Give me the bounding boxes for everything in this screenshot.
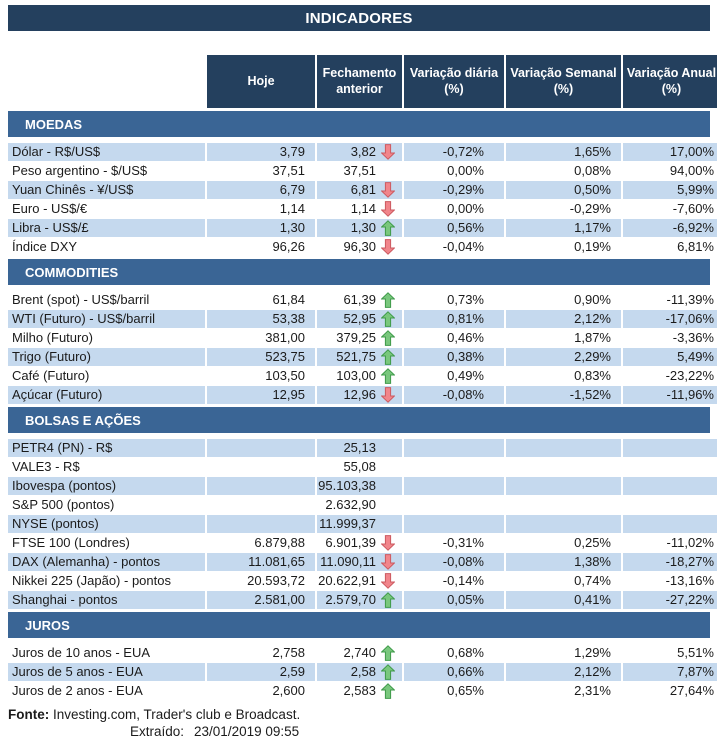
indicator-label: Café (Futuro)	[12, 368, 90, 383]
extraction-label: Extraído:	[130, 724, 185, 739]
variacao-semanal-value	[506, 458, 621, 476]
indicators-report	[0, 5, 717, 740]
trend-arrow-slot	[376, 291, 402, 309]
variacao-anual-value: -6,92%	[623, 219, 717, 237]
up-arrow-icon	[381, 645, 395, 661]
up-arrow-icon	[381, 592, 395, 608]
variacao-semanal-value: 0,25%	[574, 535, 611, 550]
fechamento-value: 11.090,11	[320, 554, 376, 569]
section	[0, 259, 717, 404]
down-arrow-icon	[381, 554, 395, 570]
up-arrow-icon	[381, 664, 395, 680]
hoje-value: 37,51	[272, 163, 305, 178]
fechamento-cell	[317, 219, 402, 237]
fechamento-value: 25,13	[343, 440, 376, 455]
variacao-anual-value: -27,22%	[623, 591, 717, 609]
variacao-semanal-value: 1,38%	[506, 553, 621, 571]
variacao-semanal-value: 2,31%	[574, 683, 611, 698]
variacao-diaria-value: 0,56%	[404, 219, 504, 237]
indicator-label: Brent (spot) - US$/barril	[12, 292, 150, 307]
table-row	[8, 162, 717, 180]
variacao-diaria-value: 0,66%	[404, 663, 504, 681]
variacao-anual-value: 7,87%	[623, 663, 717, 681]
down-arrow-icon	[381, 573, 395, 589]
variacao-diaria-value: 0,46%	[447, 330, 484, 345]
fechamento-value: 52,95	[343, 311, 376, 326]
variacao-anual-value: 5,49%	[623, 348, 717, 366]
fechamento-value: 96,30	[343, 239, 376, 254]
trend-arrow-slot	[376, 219, 402, 237]
trend-arrow-slot	[376, 348, 402, 366]
hoje-value: 11.081,65	[207, 553, 315, 571]
variacao-anual-value: -18,27%	[623, 553, 717, 571]
variacao-diaria-value: 0,49%	[447, 368, 484, 383]
variacao-anual-value: 6,81%	[677, 239, 714, 254]
variacao-anual-value	[623, 496, 717, 514]
section-title: BOLSAS E AÇÕES	[25, 412, 141, 428]
fechamento-cell	[317, 591, 402, 609]
trend-arrow-slot	[376, 553, 402, 571]
column-header-variacao-semanal: Variação Semanal (%)	[506, 55, 621, 108]
fechamento-value: 1,14	[350, 201, 376, 216]
variacao-anual-value: -17,06%	[623, 310, 717, 328]
extraction-timestamp: 23/01/2019 09:55	[194, 724, 300, 739]
down-arrow-icon	[381, 182, 395, 198]
fechamento-cell	[317, 143, 402, 161]
section-title: JUROS	[25, 617, 70, 633]
fechamento-value: 3,82	[350, 144, 376, 159]
fechamento-cell	[317, 534, 402, 552]
trend-arrow-slot	[376, 496, 402, 514]
fechamento-value: 2,583	[343, 683, 376, 698]
indicator-label: S&P 500 (pontos)	[12, 497, 115, 512]
fechamento-cell	[317, 644, 402, 662]
trend-arrow-slot	[376, 162, 402, 180]
indicator-label: VALE3 - R$	[12, 459, 80, 474]
fechamento-value: 521,75	[336, 349, 376, 364]
indicator-label: Juros de 2 anos - EUA	[12, 683, 143, 698]
section-rows	[0, 143, 717, 256]
variacao-diaria-value: 0,81%	[404, 310, 504, 328]
table-row	[8, 572, 717, 590]
down-arrow-icon	[381, 387, 395, 403]
trend-arrow-slot	[376, 181, 402, 199]
fechamento-value: 2.632,90	[325, 497, 376, 512]
variacao-diaria-value	[404, 496, 504, 514]
hoje-value: 2,758	[272, 645, 305, 660]
trend-arrow-slot	[376, 644, 402, 662]
up-arrow-icon	[381, 368, 395, 384]
down-arrow-icon	[381, 144, 395, 160]
column-header-hoje: Hoje	[207, 55, 315, 108]
hoje-value: 20.593,72	[247, 573, 305, 588]
hoje-value: 103,50	[265, 368, 305, 383]
variacao-semanal-value	[506, 439, 621, 457]
variacao-semanal-value: 0,41%	[506, 591, 621, 609]
table-row	[8, 143, 717, 161]
variacao-diaria-value	[404, 515, 504, 533]
variacao-anual-value	[623, 515, 717, 533]
column-header-row	[8, 55, 717, 108]
fechamento-cell	[317, 200, 402, 218]
trend-arrow-slot	[376, 386, 402, 404]
variacao-anual-value: -11,02%	[666, 535, 714, 550]
variacao-anual-value: -11,96%	[623, 386, 717, 404]
fechamento-value: 61,39	[343, 292, 376, 307]
trend-arrow-slot	[376, 534, 402, 552]
source-text: Investing.com, Trader's club e Broadcast.	[49, 707, 301, 722]
section	[0, 407, 717, 609]
fechamento-value: 6,81	[350, 182, 376, 197]
variacao-anual-value: 27,64%	[669, 683, 714, 698]
variacao-diaria-value: 0,68%	[447, 645, 484, 660]
fechamento-value: 2,740	[343, 645, 376, 660]
fechamento-value: 103,00	[336, 368, 376, 383]
down-arrow-icon	[381, 535, 395, 551]
indicator-label: PETR4 (PN) - R$	[8, 439, 205, 457]
variacao-anual-value	[623, 477, 717, 495]
table-row	[8, 219, 717, 237]
table-row	[8, 553, 717, 571]
table-row	[8, 496, 717, 514]
fechamento-cell	[317, 291, 402, 309]
variacao-semanal-value: 0,19%	[574, 239, 611, 254]
variacao-anual-value: 5,51%	[677, 645, 714, 660]
fechamento-value: 11.999,37	[319, 516, 376, 531]
up-arrow-icon	[381, 330, 395, 346]
variacao-anual-value: -7,60%	[672, 201, 714, 216]
fechamento-value: 37,51	[343, 163, 376, 178]
indicator-label: NYSE (pontos)	[8, 515, 205, 533]
hoje-value	[207, 458, 315, 476]
variacao-diaria-value: -0,14%	[442, 573, 484, 588]
hoje-value: 2,59	[207, 663, 315, 681]
hoje-value: 96,26	[272, 239, 305, 254]
fechamento-cell	[317, 663, 402, 681]
variacao-diaria-value: -0,72%	[404, 143, 504, 161]
variacao-semanal-value: 2,12%	[506, 663, 621, 681]
trend-arrow-slot	[376, 663, 402, 681]
table-row	[8, 291, 717, 309]
section-header	[8, 612, 710, 638]
variacao-diaria-value: -0,08%	[404, 386, 504, 404]
indicator-label: Nikkei 225 (Japão) - pontos	[12, 573, 171, 588]
variacao-diaria-value	[404, 439, 504, 457]
trend-arrow-slot	[376, 329, 402, 347]
variacao-anual-value: 94,00%	[669, 163, 714, 178]
trend-arrow-slot	[376, 439, 402, 457]
table-body	[0, 111, 717, 700]
table-row	[8, 682, 717, 700]
page-title: INDICADORES	[305, 9, 413, 27]
hoje-value: 53,38	[207, 310, 315, 328]
hoje-value: 1,30	[207, 219, 315, 237]
indicator-label: Índice DXY	[12, 239, 78, 254]
hoje-value: 3,79	[207, 143, 315, 161]
indicator-label: Trigo (Futuro)	[8, 348, 205, 366]
table-row	[8, 367, 717, 385]
fechamento-cell	[317, 496, 402, 514]
fechamento-value: 2.579,70	[325, 592, 376, 607]
variacao-semanal-value	[506, 515, 621, 533]
indicator-label: Shanghai - pontos	[8, 591, 205, 609]
fechamento-cell	[317, 348, 402, 366]
fechamento-value: 12,96	[343, 387, 376, 402]
source-label: Fonte:	[8, 707, 50, 722]
trend-arrow-slot	[376, 238, 402, 256]
section-title: MOEDAS	[25, 116, 83, 132]
column-header-fechamento-anterior: Fechamento anterior	[317, 55, 402, 108]
table-row	[8, 200, 717, 218]
variacao-diaria-value	[404, 477, 504, 495]
up-arrow-icon	[381, 349, 395, 365]
section-title: COMMODITIES	[25, 264, 119, 280]
variacao-diaria-value: 0,00%	[447, 201, 484, 216]
hoje-value: 2,600	[272, 683, 305, 698]
fechamento-cell	[317, 477, 402, 495]
variacao-semanal-value: 1,87%	[574, 330, 611, 345]
fechamento-cell	[317, 572, 402, 590]
footer	[8, 706, 717, 740]
fechamento-cell	[317, 238, 402, 256]
indicator-label: Açúcar (Futuro)	[8, 386, 205, 404]
up-arrow-icon	[381, 220, 395, 236]
down-arrow-icon	[381, 239, 395, 255]
indicator-label: DAX (Alemanha) - pontos	[8, 553, 205, 571]
indicator-label: Dólar - R$/US$	[8, 143, 205, 161]
hoje-value	[207, 515, 315, 533]
indicator-label: WTI (Futuro) - US$/barril	[8, 310, 205, 328]
hoje-value: 61,84	[272, 292, 305, 307]
variacao-diaria-value: -0,08%	[404, 553, 504, 571]
fechamento-cell	[317, 386, 402, 404]
hoje-value	[207, 477, 315, 495]
trend-arrow-slot	[376, 200, 402, 218]
column-header-empty	[8, 55, 205, 108]
section-rows	[0, 291, 717, 404]
variacao-diaria-value: 0,00%	[447, 163, 484, 178]
fechamento-cell	[317, 682, 402, 700]
source-line	[8, 706, 717, 723]
fechamento-cell	[317, 310, 402, 328]
indicator-label: Ibovespa (pontos)	[8, 477, 205, 495]
hoje-value: 6.879,88	[254, 535, 305, 550]
section-rows	[0, 644, 717, 700]
variacao-semanal-value: -0,29%	[569, 201, 611, 216]
hoje-value: 523,75	[207, 348, 315, 366]
trend-arrow-slot	[376, 572, 402, 590]
variacao-anual-value: -11,39%	[666, 292, 714, 307]
hoje-value	[207, 496, 315, 514]
variacao-diaria-value: -0,31%	[442, 535, 484, 550]
extraction-line	[8, 723, 717, 740]
hoje-value: 2.581,00	[207, 591, 315, 609]
fechamento-value: 95.103,38	[318, 478, 376, 493]
fechamento-cell	[317, 162, 402, 180]
section-header	[8, 111, 710, 137]
fechamento-cell	[317, 439, 402, 457]
down-arrow-icon	[381, 201, 395, 217]
fechamento-cell	[317, 367, 402, 385]
trend-arrow-slot	[376, 591, 402, 609]
fechamento-value: 2,58	[350, 664, 376, 679]
variacao-semanal-value: 0,90%	[574, 292, 611, 307]
variacao-semanal-value	[506, 496, 621, 514]
indicator-label: Yuan Chinês - ¥/US$	[8, 181, 205, 199]
report-title-bar	[8, 5, 710, 31]
fechamento-cell	[317, 458, 402, 476]
hoje-value: 12,95	[207, 386, 315, 404]
table-row	[8, 644, 717, 662]
table-row	[8, 310, 717, 328]
spacer	[0, 31, 717, 55]
variacao-anual-value: -13,16%	[665, 573, 714, 588]
variacao-anual-value: -3,36%	[672, 330, 714, 345]
column-header-variacao-diaria: Variação diária (%)	[404, 55, 504, 108]
variacao-diaria-value: 0,65%	[447, 683, 484, 698]
fechamento-value: 1,30	[350, 220, 376, 235]
table-row	[8, 386, 717, 404]
section	[0, 111, 717, 256]
trend-arrow-slot	[376, 515, 402, 533]
variacao-semanal-value: 0,74%	[574, 573, 611, 588]
variacao-diaria-value: 0,38%	[404, 348, 504, 366]
table-row	[8, 534, 717, 552]
table-row	[8, 663, 717, 681]
variacao-semanal-value: 0,08%	[574, 163, 611, 178]
indicator-label: Libra - US$/£	[8, 219, 205, 237]
trend-arrow-slot	[376, 682, 402, 700]
variacao-semanal-value: 2,12%	[506, 310, 621, 328]
section-header	[8, 259, 710, 285]
variacao-semanal-value: 1,65%	[506, 143, 621, 161]
fechamento-cell	[317, 553, 402, 571]
trend-arrow-slot	[376, 367, 402, 385]
variacao-semanal-value: 0,83%	[574, 368, 611, 383]
indicator-label: Milho (Futuro)	[12, 330, 93, 345]
trend-arrow-slot	[376, 458, 402, 476]
variacao-diaria-value: -0,29%	[404, 181, 504, 199]
hoje-value: 6,79	[207, 181, 315, 199]
fechamento-value: 379,25	[336, 330, 376, 345]
trend-arrow-slot	[376, 477, 402, 495]
section	[0, 612, 717, 700]
fechamento-cell	[317, 515, 402, 533]
trend-arrow-slot	[376, 143, 402, 161]
indicator-label: FTSE 100 (Londres)	[12, 535, 130, 550]
fechamento-value: 20.622,91	[318, 573, 376, 588]
up-arrow-icon	[381, 292, 395, 308]
variacao-diaria-value: 0,05%	[404, 591, 504, 609]
variacao-anual-value: 5,99%	[623, 181, 717, 199]
table-row	[8, 329, 717, 347]
indicator-label: Euro - US$/€	[12, 201, 88, 216]
variacao-semanal-value: 1,29%	[574, 645, 611, 660]
variacao-diaria-value	[404, 458, 504, 476]
hoje-value	[207, 439, 315, 457]
fechamento-cell	[317, 181, 402, 199]
variacao-diaria-value: 0,73%	[447, 292, 484, 307]
variacao-semanal-value: 1,17%	[506, 219, 621, 237]
variacao-anual-value: 17,00%	[623, 143, 717, 161]
table-row	[8, 181, 717, 199]
hoje-value: 1,14	[279, 201, 305, 216]
variacao-semanal-value: 2,29%	[506, 348, 621, 366]
table-row	[8, 458, 717, 476]
table-row	[8, 439, 717, 457]
table-row	[8, 591, 717, 609]
table-row	[8, 477, 717, 495]
fechamento-cell	[317, 329, 402, 347]
variacao-semanal-value: -1,52%	[506, 386, 621, 404]
fechamento-value: 55,08	[343, 459, 376, 474]
section-header	[8, 407, 710, 433]
indicator-label: Juros de 10 anos - EUA	[12, 645, 151, 660]
variacao-semanal-value: 0,50%	[506, 181, 621, 199]
fechamento-value: 6.901,39	[325, 535, 376, 550]
table-row	[8, 515, 717, 533]
variacao-semanal-value	[506, 477, 621, 495]
table-row	[8, 238, 717, 256]
variacao-anual-value	[623, 458, 717, 476]
variacao-diaria-value: -0,04%	[442, 239, 484, 254]
up-arrow-icon	[381, 683, 395, 699]
variacao-anual-value: -23,22%	[665, 368, 714, 383]
section-rows	[0, 439, 717, 609]
up-arrow-icon	[381, 311, 395, 327]
indicator-label: Juros de 5 anos - EUA	[8, 663, 205, 681]
table-row	[8, 348, 717, 366]
column-header-variacao-anual: Variação Anual (%)	[623, 55, 717, 108]
variacao-anual-value	[623, 439, 717, 457]
indicator-label: Peso argentino - $/US$	[12, 163, 148, 178]
hoje-value: 381,00	[265, 330, 305, 345]
trend-arrow-slot	[376, 310, 402, 328]
